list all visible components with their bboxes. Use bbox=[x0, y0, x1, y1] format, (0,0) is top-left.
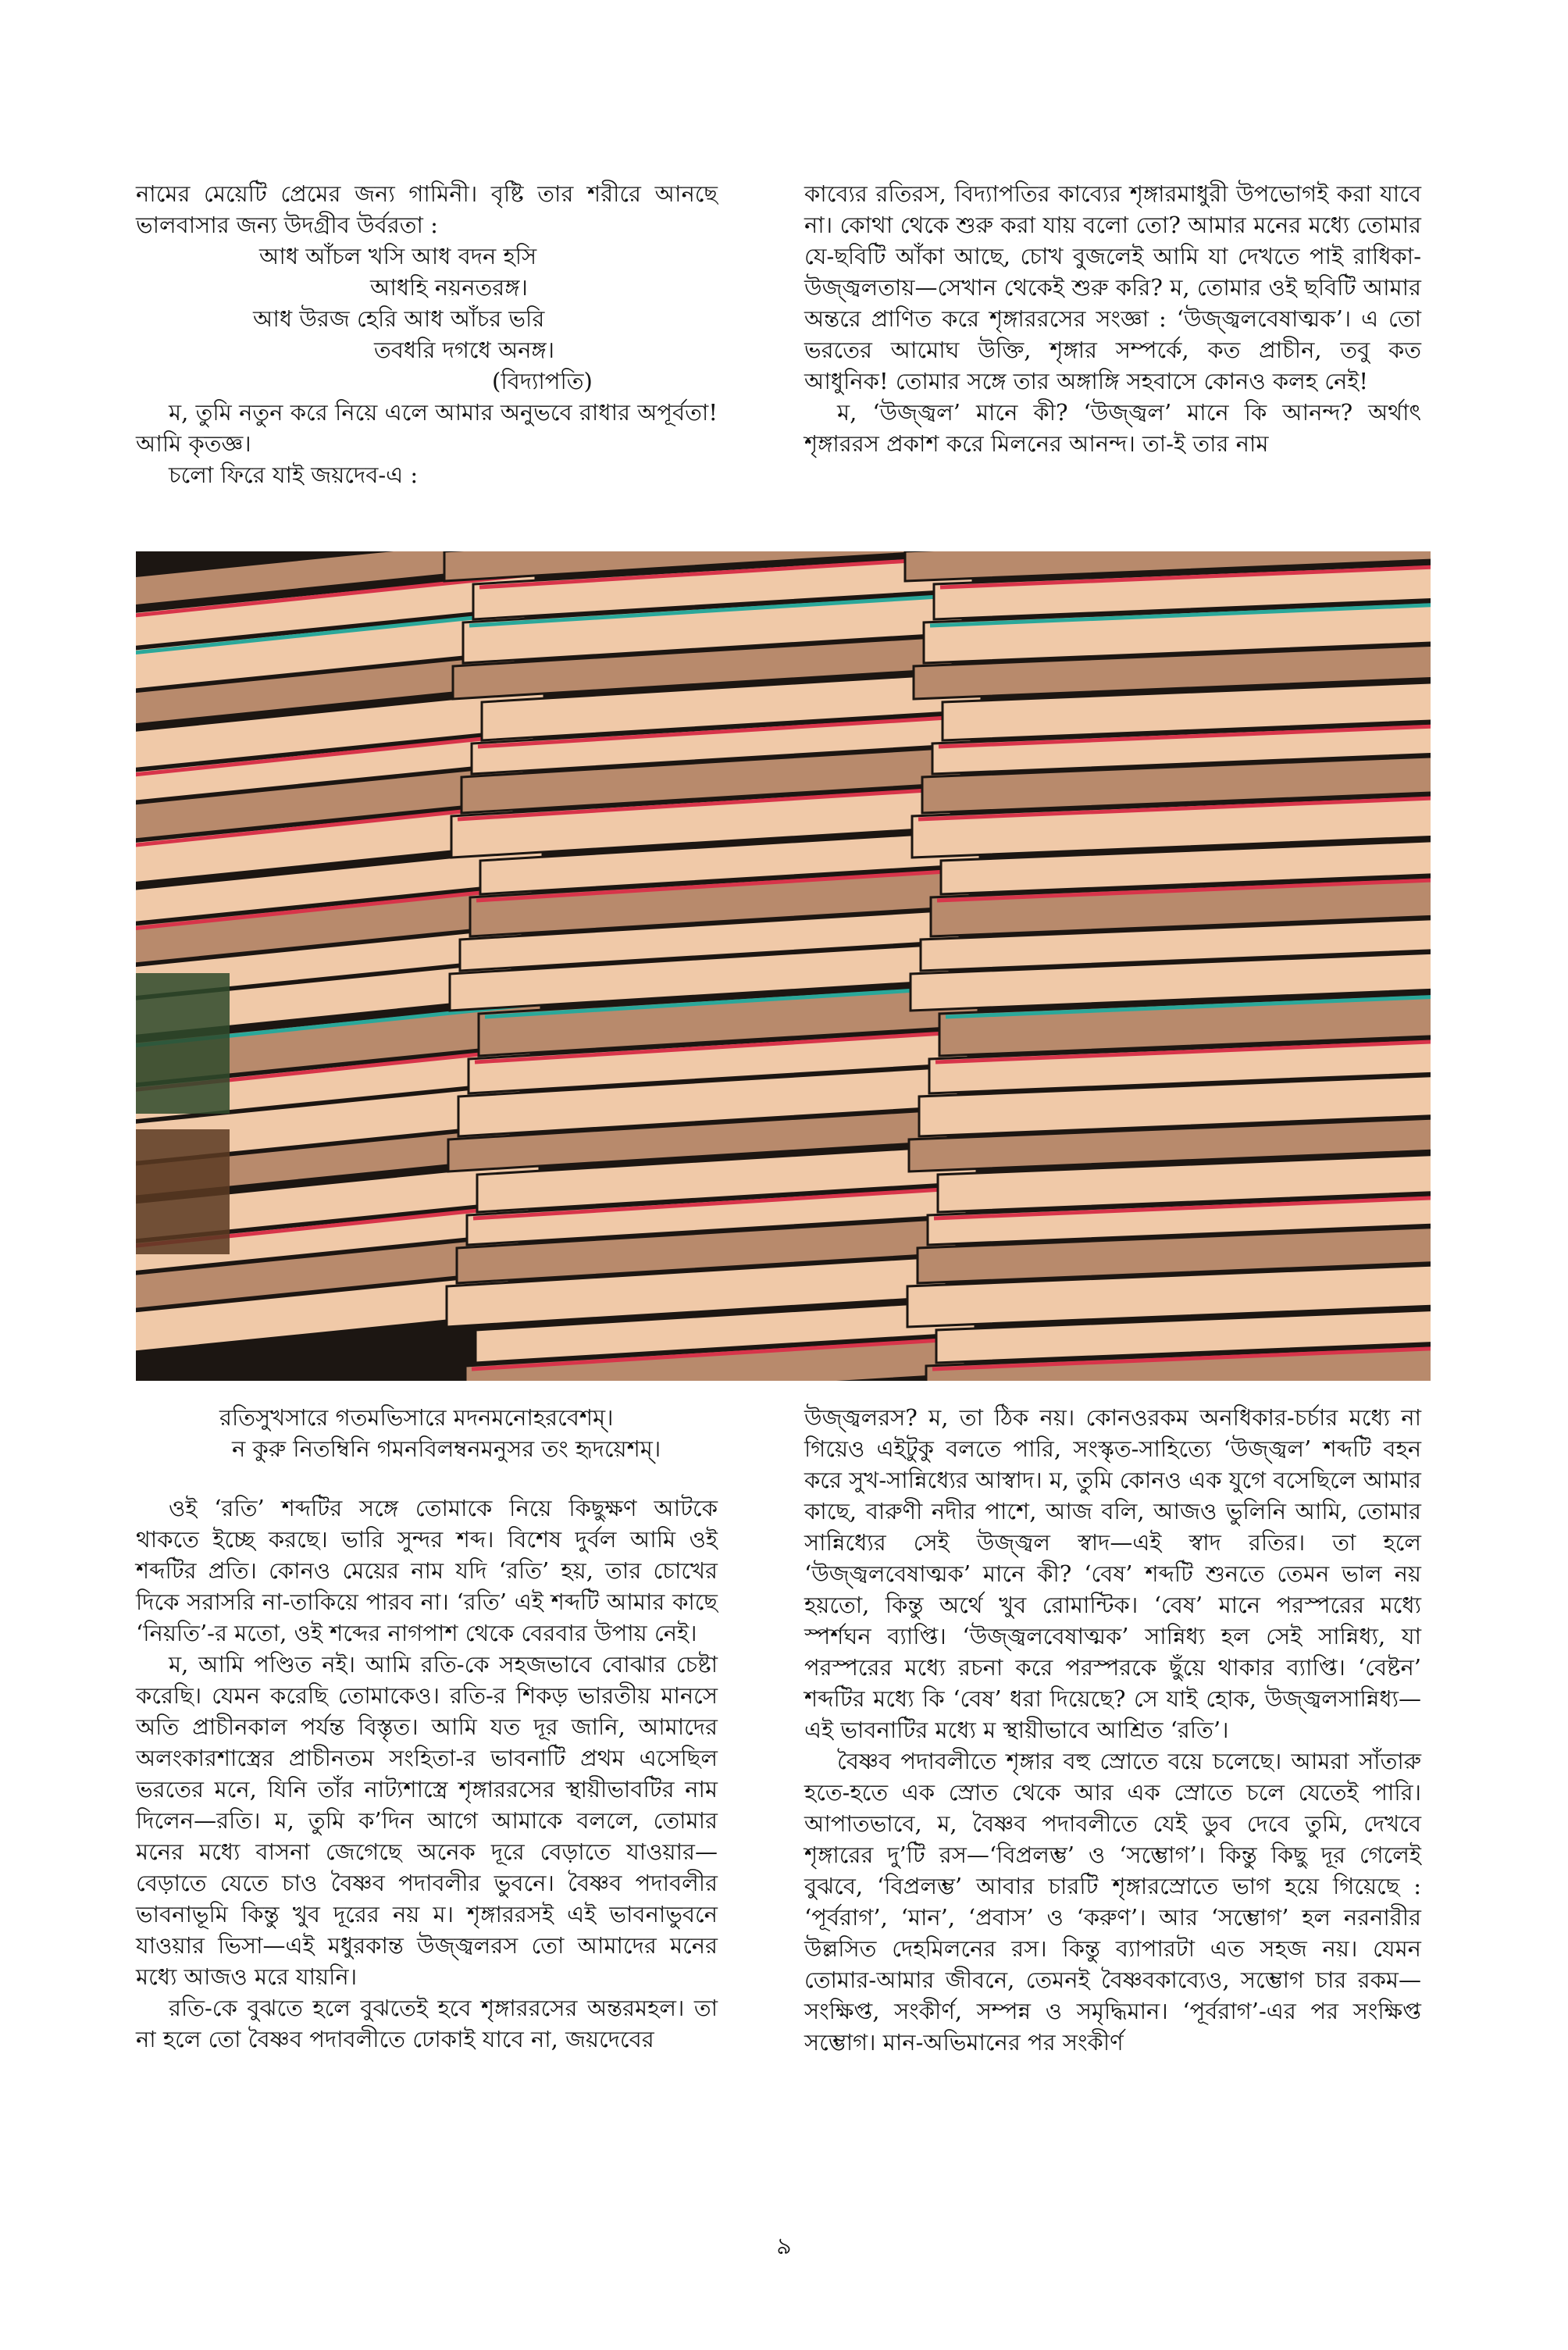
verse-line: আধহি নয়নতরঙ্গ। bbox=[370, 274, 528, 301]
paragraph: বৈষ্ণব পদাবলীতে শৃঙ্গার বহু স্রোতে বয়ে চলেছে। আমরা সাঁতারু হতে-হতে এক স্রোত থেকে আর এক স্রোতে চলে যেতেই পারি। আপাতভাবে, ম, বৈষ্ণব পদাবলীতে যেই ডুব দেবে তুমি, দেখবে শৃঙ্গারের দু’টি রস—‘বিপ্রলম্ভ’ ও ‘সম্ভোগ’। কিন্তু কিছু দূর গেলেই বুঝবে, ‘বিপ্রলম্ভ’ আবার চারটি শৃঙ্গারস্রোতে ভাগ হয়ে গিয়েছে : ‘পূর্বরাগ’, ‘মান’, ‘প্রবাস’ ও ‘করুণ’। আর ‘সম্ভোগ’ হল নরনারীর উল্লসিত দেহমিলনের রস। কিন্তু ব্যাপারটা এত সহজ নয়। যেমন তোমার-আমার জীবনে, তেমনই বৈষ্ণবকাব্যেও, সম্ভোগ চার রকম—সংক্ষিপ্ত, সংকীর্ণ, সম্পন্ন ও সমৃদ্ধিমান। ‘পূর্বরাগ’-এর পর সংক্ষিপ্ত সম্ভোগ। মান-অভিমানের পর সংকীর্ণ bbox=[804, 1748, 1421, 2056]
verse-line: আধ উরজ হেরি আধ আঁচর ভরি bbox=[253, 305, 545, 332]
book-spine bbox=[136, 1129, 230, 1254]
paragraph: কাব্যের রতিরস, বিদ্যাপতির কাব্যের শৃঙ্গারমাধুরী উপভোগই করা যাবে না। কোথা থেকে শুরু করা যায় বলো তো? আমার মনের মধ্যে তোমার যে-ছবিটি আঁকা আছে, চোখ বুজলেই আমি যা দেখতে পাই রাধিকা-উজ্জ্বলতায়—সেখান থেকেই শুরু করি? ম, তোমার ওই ছবিটি আমার অন্তরে প্রাণিত করে শৃঙ্গাররসের সংজ্ঞা : ‘উজ্জ্বলবেষাত্মক’। এ তো ভরতের আমোঘ উক্তি, শৃঙ্গার সম্পর্কে, কত প্রাচীন, তবু কত আধুনিক! তোমার সঙ্গে তার অঙ্গাঙ্গি সহবাসে কোনও কলহ নেই! bbox=[804, 180, 1421, 394]
text-column-top-left bbox=[136, 178, 718, 490]
verse-line: রতিসুখসারে গতমভিসারে মদনমনোহরবেশম্। bbox=[219, 1404, 614, 1431]
text-column-top-right bbox=[804, 178, 1421, 459]
verse-line: আধ আঁচল খসি আধ বদন হসি bbox=[259, 243, 537, 269]
books-illustration bbox=[136, 551, 1431, 1381]
paragraph: ম, আমি পণ্ডিত নই। আমি রতি-কে সহজভাবে বোঝার চেষ্টা করেছি। যেমন করেছি তোমাকেও। রতি-র শিকড় ভারতীয় মানসে অতি প্রাচীনকাল পর্যন্ত বিস্তৃত। আমি যত দূর জানি, আমাদের অলংকারশাস্ত্রের প্রাচীনতম সংহিতা-র ভাবনাটি প্রথম এসেছিল ভরতের মনে, যিনি তাঁর নাট্যশাস্ত্রে শৃঙ্গাররসের স্থায়ীভাবটির নাম দিলেন—রতি। ম, তুমি ক’দিন আগে আমাকে বললে, তোমার মনের মধ্যে বাসনা জেগেছে অনেক দূরে বেড়াতে যাওয়ার—বেড়াতে যেতে চাও বৈষ্ণব পদাবলীর ভুবনে। বৈষ্ণব পদাবলীর ভাবনাভূমি কিন্তু খুব দূরের নয় ম। শৃঙ্গাররসই এই ভাবনাভুবনে যাওয়ার ভিসা—এই মধুরকান্ত উজ্জ্বলরস তো আমাদের মনের মধ্যে আজও মরে যায়নি। bbox=[136, 1651, 718, 1990]
sanskrit-verse bbox=[136, 1402, 718, 1464]
paragraph: ওই ‘রতি’ শব্দটির সঙ্গে তোমাকে নিয়ে কিছুক্ষণ আটকে থাকতে ইচ্ছে করছে। ভারি সুন্দর শব্দ। বিশেষ দুর্বল আমি ওই শব্দটির প্রতি। কোনও মেয়ের নাম যদি ‘রতি’ হয়, তার চোখের দিকে সরাসরি না-তাকিয়ে পারব না। ‘রতি’ এই শব্দটি আমার কাছে ‘নিয়তি’-র মতো, ওই শব্দের নাগপাশ থেকে বেরবার উপায় নেই। bbox=[136, 1495, 718, 1646]
verse-line: ন কুরু নিতম্বিনি গমনবিলম্বনমনুসর তং হৃদয়েশম্। bbox=[232, 1435, 661, 1462]
paragraph: রতি-কে বুঝতে হলে বুঝতেই হবে শৃঙ্গাররসের অন্তরমহল। তা না হলে তো বৈষ্ণব পদাবলীতে ঢোকাই যাবে না, জয়দেবের bbox=[136, 1995, 718, 2052]
text-column-bottom-left bbox=[136, 1402, 718, 2055]
verse-line: তবধরি দগধে অনঙ্গ। bbox=[374, 337, 555, 363]
paragraph: উজ্জ্বলরস? ম, তা ঠিক নয়। কোনওরকম অনধিকার-চর্চার মধ্যে না গিয়েও এইটুকু বলতে পারি, সংস্কৃত-সাহিত্যে ‘উজ্জ্বল’ শব্দটি বহন করে সুখ-সান্নিধ্যের আস্বাদ। ম, তুমি কোনও এক যুগে বসেছিলে আমার কাছে, বারুণী নদীর পাশে, আজ বলি, আজও ভুলিনি আমি, তোমার সান্নিধ্যের সেই উজ্জ্বল স্বাদ—এই স্বাদ রতির। তা হলে ‘উজ্জ্বলবেষাত্মক’ মানে কী? ‘বেষ’ শব্দটি শুনতে তেমন ভাল নয় হয়তো, কিন্তু অর্থে খুব রোমান্টিক। ‘বেষ’ মানে পরস্পরের মধ্যে স্পর্শঘন ব্যাপ্তি। ‘উজ্জ্বলবেষাত্মক’ সান্নিধ্য হল সেই সান্নিধ্য, যা পরস্পরের মধ্যে রচনা করে পরস্পরকে ছুঁয়ে থাকার ব্যাপ্তি। ‘বেষ্টন’ শব্দটির মধ্যে কি ‘বেষ’ ধরা দিয়েছে? সে যাই হোক, উজ্জ্বলসান্নিধ্য—এই ভাবনাটির মধ্যে ম স্থায়ীভাবে আশ্রিত ‘রতি’। bbox=[804, 1404, 1421, 1743]
paragraph: ম, ‘উজ্জ্বল’ মানে কী? ‘উজ্জ্বল’ মানে কি আনন্দ? অর্থাৎ শৃঙ্গাররস প্রকাশ করে মিলনের আনন্দ। তা-ই তার নাম bbox=[804, 399, 1421, 457]
verse-attribution: (বিদ্যাপতি) bbox=[492, 368, 593, 394]
paragraph: চলো ফিরে যাই জয়দেব-এ : bbox=[169, 462, 419, 488]
book-spine bbox=[136, 973, 230, 1114]
paragraph: ম, তুমি নতুন করে নিয়ে এলে আমার অনুভবে রাধার অপূর্বতা! আমি কৃতজ্ঞ। bbox=[136, 399, 718, 457]
paragraph: নামের মেয়েটি প্রেমের জন্য গামিনী। বৃষ্টি তার শরীরে আনছে ভালবাসার জন্য উদগ্রীব উর্বরতা : bbox=[136, 180, 718, 238]
books-photo bbox=[136, 551, 1431, 1381]
text-column-bottom-right bbox=[804, 1402, 1421, 2058]
verse-block bbox=[136, 241, 718, 397]
page-number: ৯ bbox=[776, 2233, 792, 2260]
